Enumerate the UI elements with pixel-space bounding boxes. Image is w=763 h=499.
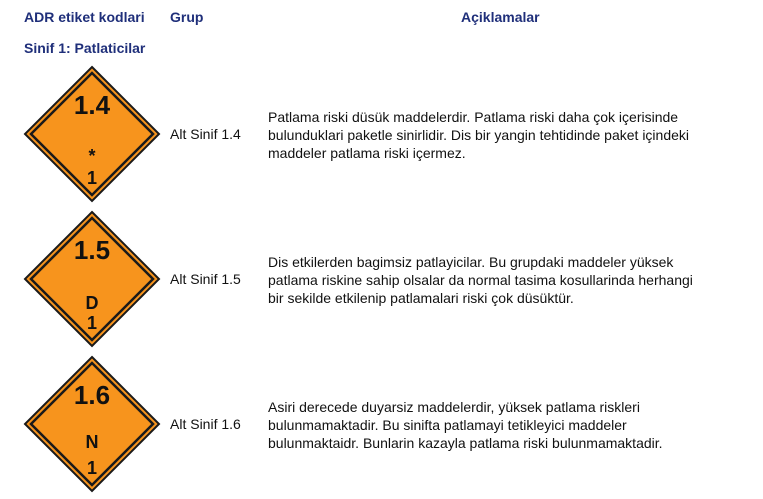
group-label: Alt Sinif 1.5: [170, 271, 241, 287]
diamond-hazard-icon: [22, 209, 162, 349]
description-line: bulunmaktaidr. Bunlarin kazayla patlama riski bulunmamaktadir.: [268, 435, 663, 451]
label-compatibility-group: N: [85, 432, 99, 452]
adr-label-1-4: [22, 64, 162, 204]
description-line: bir sekilde etkilenip patlamalari riski çok düsüktür.: [268, 290, 574, 306]
label-class-number: 1: [86, 168, 98, 188]
table-row: [0, 209, 763, 354]
description: [268, 108, 743, 162]
label-class-number: 1: [86, 458, 98, 478]
adr-label-1-6: [22, 354, 162, 494]
label-class-number: 1: [86, 313, 98, 333]
adr-label-1-5: [22, 209, 162, 349]
description: [268, 253, 743, 307]
description-line: Patlama riski düsük maddelerdir. Patlama riski daha çok içerisinde: [268, 109, 679, 125]
description-line: Asiri derecede duyarsiz maddelerdir, yüksek patlama riskleri: [268, 399, 640, 415]
diamond-hazard-icon: [22, 354, 162, 494]
label-division: 1.4: [73, 90, 111, 120]
header-code-column: ADR etiket kodlari: [24, 9, 145, 25]
description-line: patlama riskine sahip olsalar da normal tasima kosullarinda herhangi: [268, 272, 693, 288]
section-title: Sinif 1: Patlaticilar: [24, 40, 146, 56]
description-line: Dis etkilerden bagimsiz patlayicilar. Bu grupdaki maddeler yüksek: [268, 254, 674, 270]
description-line: maddeler patlama riski içermez.: [268, 145, 466, 161]
header-group-column: Grup: [170, 9, 204, 25]
description: [268, 398, 743, 452]
group-label: Alt Sinif 1.4: [170, 126, 241, 142]
diamond-hazard-icon: [22, 64, 162, 204]
label-division: 1.5: [73, 235, 111, 265]
table-row: [0, 354, 763, 499]
header-description-column: Açiklamalar: [461, 9, 540, 25]
group-label: Alt Sinif 1.6: [170, 416, 241, 432]
table-row: [0, 64, 763, 209]
label-division: 1.6: [73, 380, 111, 410]
description-line: bulunduklari paketle sinirlidir. Dis bir yangin tehtidinde paket içindeki: [268, 127, 690, 143]
description-line: bulunmamaktadir. Bu sinifta patlamayi tetikleyici maddeler: [268, 417, 627, 433]
label-compatibility-group: D: [85, 293, 99, 313]
label-compatibility-group: *: [88, 146, 96, 166]
